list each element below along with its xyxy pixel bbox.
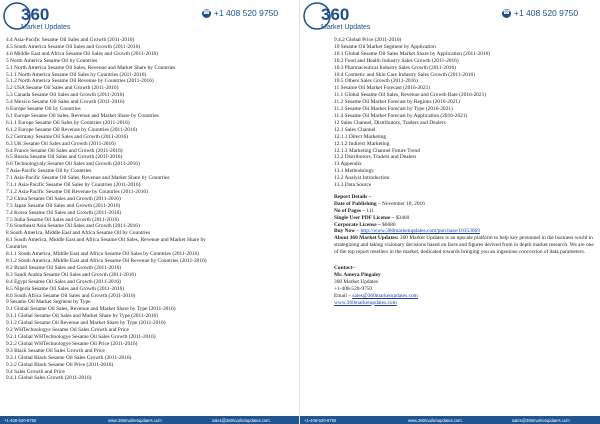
toc-line: 6.6 Technologyaly Sesame Oil Sales and Growth (2011-2016) (6, 161, 140, 168)
toc-line: 11.3 Sesame Oil Market Forecast by Type (2016-2021) (334, 106, 453, 113)
toc-list-left (6, 37, 296, 382)
toc-line: 7.3 Japan Sesame Oil Sales and Growth (2011-2016) (6, 202, 121, 209)
toc-line: 12.2 Distributors, Traders and Dealers (334, 154, 417, 161)
toc-line: 11.1 Global Sesame Oil Sales, Revenue and Growth Rate (2016-2021) (334, 92, 487, 99)
right-content (334, 37, 596, 307)
contact-email-link[interactable]: sales@360marketupdates.com (352, 292, 418, 299)
toc-line: 7 Asia-Pacific Sesame Oil by Countries (6, 168, 92, 175)
contact-title: Contact– (334, 265, 355, 272)
toc-line: 9.2.2 Global WHTechnologye Sesame Oil Price (2011-2016) (6, 340, 138, 347)
toc-line: 9 Sesame Oil Market Segment by Type (6, 299, 91, 306)
toc-line: 6.5 Russia Sesame Oil Sales and Growth (2011-2016) (6, 154, 123, 161)
toc-line: 10.1 Global Sesame Oil Sales Market Share by Application (2011-2016) (334, 50, 491, 57)
footer-phone: +1-408-520-9750 (304, 417, 337, 423)
contact-website-link[interactable]: www.360marketupdates.com (334, 299, 397, 306)
toc-line: 12.1.2 Indirect Marketing (334, 140, 390, 147)
toc-line: 5.1 North America Sesame Oil Sales, Revenue and Market Share by Countries (6, 64, 176, 71)
toc-line: 6.4 France Sesame Oil Sales and Growth (2011-2016) (6, 147, 123, 154)
logo-number: 360 (321, 5, 350, 24)
toc-line: 5.2 USA Sesame Oil Sales and Growth (2011-2016) (6, 85, 119, 92)
buy-now: Buy Now – http://www.360marketupdates.com/purchase/10353669 (334, 228, 480, 235)
toc-line: 13.1 Methodology (334, 168, 374, 175)
toc-line: 5 North America Sesame Oil by Countries (6, 57, 98, 64)
footer-email[interactable]: sales@360marketupdates.com (212, 417, 270, 423)
toc-line: 9.4.2 Global Price (2011-2016) (334, 37, 402, 43)
toc-line: 8.1 South America, Middle East and Africa Sesame Oil Sales, Revenue and Market Share by (6, 237, 206, 244)
contact-name: Mr. Ameya Pingaley (334, 272, 381, 278)
toc-line: 5.1.1 North America Sesame Oil Sales by Countries (2011-2016) (6, 71, 147, 78)
toc-line: 13.2 Analyst Introduction (334, 175, 390, 182)
toc-line: 12.1 Sales Channel (334, 126, 376, 133)
contact-block (334, 265, 596, 306)
toc-line: 4.6 Middle East and Africa Sesame Oil Sales and Growth (2011-2016) (6, 50, 159, 57)
toc-line: 5.1.2 North America Sesame Oil Revenue by Countries (2011-2016) (6, 78, 154, 85)
toc-line: 13.3 Data Source (334, 182, 372, 189)
toc-line: 7.1.1 Asia-Pacific Sesame Oil Sales by Countries (2011-2016) (6, 182, 141, 189)
page-header (300, 0, 600, 33)
footer-website[interactable]: www.360marketupdates.com (408, 417, 462, 423)
toc-line: 5.4 Mexico Sesame Oil Sales and Growth (2011-2016) (6, 99, 125, 106)
contact-company: 360 Market Updates (334, 278, 379, 285)
toc-line: 10 Sesame Oil Market Segment by Application (334, 43, 436, 50)
toc-line: 7.4 Korea Sesame Oil Sales and Growth (2011-2016) (6, 209, 122, 216)
about-paragraph: About 360 Market Updates: 360 Market Updates is an upscale platform to help key personnel in the business world in strategizing and taking visionary decisions based on facts and figures derived from in depth market research. We are one of the top report resellers in the market, dedicated towards bringing you an ingenious concoction of data parameters. (334, 235, 594, 256)
toc-line: 9.4 Sales Growth and Price (6, 368, 65, 375)
toc-line: 9.3.2 Global Black Sesame Oil Price (2011-2016) (6, 361, 114, 368)
corporate-license: Corporate License – $6680 (334, 221, 396, 228)
toc-line: 4.5 South America Sesame Oil Sales and Growth (2011-2016) (6, 43, 141, 50)
right-page (300, 0, 600, 424)
toc-line: 8 South America, Middle East and Africa Sesame Oil by Countries (6, 230, 151, 237)
toc-line: 8.1.1 South America, Middle East and Africa Sesame Oil Sales by Countries (2011-2016) (6, 251, 200, 258)
toc-line: 9.4.1 Global Sales Growth (2011-2016) (6, 375, 92, 382)
contact-email: Email – sales@360marketupdates.com (334, 292, 418, 299)
toc-line: 7.2 China Sesame Oil Sales and Growth (2011-2016) (6, 195, 121, 202)
footer-email[interactable]: sales@360marketupdates.com (512, 417, 570, 423)
contact-phone: +1-408-520-9750 (334, 285, 373, 292)
toc-line: 12 Sales Channel, Distributors, Traders and Dealers (334, 119, 446, 126)
toc-line: 4.4 Asia-Pacific Sesame Oil Sales and Growth (2011-2016) (6, 37, 135, 43)
toc-line: 12.1.1 Direct Marketing (334, 133, 387, 140)
toc-line: 11.2 Sesame Oil Market Forecast by Regions (2016-2021) (334, 99, 460, 106)
header-phone-number: +1 408 520 9750 (214, 8, 279, 18)
footer-website[interactable]: www.360marketupdates.com (108, 417, 162, 423)
toc-line: 8.4 Egypt Sesame Oil Sales and Growth (2011-2016) (6, 278, 121, 285)
header-phone-number: +1 408 520 9750 (514, 8, 579, 18)
publish-date: Date of Publishing – November 10, 2016 (334, 200, 425, 207)
toc-line: 9.2.1 Global WHTechnologye Sesame Oil Sales Growth (2011-2016) (6, 333, 156, 340)
toc-line: 10.3 Pharmaceutical Industry Sales Growth (2011-2016) (334, 64, 456, 71)
toc-line: 7.5 India Sesame Oil Sales and Growth (2011-2016) (6, 216, 119, 223)
toc-line: 7.6 Southeast Asia Sesame Oil Sales and Growth (2011-2016) (6, 223, 140, 230)
single-license: Single User PDF License – $3460 (334, 214, 410, 221)
header-phone (202, 8, 278, 18)
toc-list-right (334, 37, 596, 189)
page-footer (0, 416, 300, 424)
footer-phone: +1-408-520-9750 (4, 417, 37, 423)
page-count: No of Pages – 111 (334, 207, 375, 214)
toc-line: 9.1.2 Global Sesame Oil Revenue and Market Share by Type (2011-2016) (6, 320, 166, 327)
toc-line: 8.3 Saudi Arabia Sesame Oil Sales and Growth (2011-2016) (6, 271, 136, 278)
toc-line: 9.1 Global Sesame Oil Sales, Revenue and Market Share by Type (2011-2016) (6, 306, 176, 313)
phone-icon: ☎ (202, 9, 211, 16)
toc-line: 8.5 Nigeria Sesame Oil Sales and Growth (2011-2016) (6, 285, 125, 292)
toc-line: 7.1 Asia-Pacific Sesame Oil Sales, Revenue and Market Share by Countries (6, 175, 170, 182)
toc-line: 13 Appendix (334, 161, 362, 168)
toc-line: 10.2 Food and Health Industry Sales Growth (2011-2016) (334, 57, 459, 64)
toc-line: 9.2 WHTechnologye Sesame Oil Sales Growth and Price (6, 327, 129, 334)
brand-logo (302, 1, 392, 31)
brand-logo (2, 1, 92, 31)
toc-line: 11 Sesame Oil Market Forecast (2016-2021) (334, 85, 431, 92)
toc-line: 6.3 UK Sesame Oil Sales and Growth (2011-2016) (6, 140, 116, 147)
logo-text: Market Updates (21, 24, 71, 31)
report-details (334, 194, 596, 256)
header-phone (502, 8, 578, 18)
phone-icon: ☎ (502, 9, 511, 16)
logo-number: 360 (21, 5, 50, 24)
toc-line: 7.1.2 Asia-Pacific Sesame Oil Revenue by Countries (2011-2016) (6, 188, 148, 195)
toc-line: 8.2 Brazil Sesame Oil Sales and Growth (2011-2016) (6, 264, 122, 271)
toc-line: 6.1.2 Europe Sesame Oil Revenue by Countries (2011-2016) (6, 126, 138, 133)
toc-line: Countries (6, 244, 27, 251)
buy-now-link[interactable]: http://www.360marketupdates.com/purchase/10353669 (360, 228, 480, 235)
toc-line: 5.3 Canada Sesame Oil Sales and Growth (2011-2016) (6, 92, 125, 99)
logo-text: Market Updates (321, 24, 371, 31)
page-footer (300, 416, 600, 424)
toc-line: 9.3.1 Global Black Sesame Oil Sales Growth (2011-2016) (6, 354, 132, 361)
report-details-title: Report Details – (334, 193, 372, 200)
toc-line: 6 Europe Sesame Oil by Countries (6, 106, 81, 113)
toc-line: 9.3 Black Sesame Oil Sales Growth and Price (6, 347, 105, 354)
toc-line: 10.4 Cosmetic and Skin Care Industry Sales Growth (2011-2016) (334, 71, 475, 78)
toc-line: 8.1.2 South America, Middle East and Africa Sesame Oil Revenue by Countries (2011-2016) (6, 258, 207, 264)
toc-line: 8.6 South Africa Sesame Oil Sales and Growth (2011-2016) (6, 292, 136, 299)
page-header (0, 0, 300, 33)
toc-line: 6.2 Germany Sesame Oil Sales and Growth (2011-2016) (6, 133, 128, 140)
toc-line: 6.1.1 Europe Sesame Oil Sales by Countries (2011-2016) (6, 119, 130, 126)
toc-line: 12.1.3 Marketing Channel Future Trend (334, 147, 420, 154)
toc-line: 11.4 Sesame Oil Market Forecast by Application (2016-2021) (334, 112, 468, 119)
toc-line: 6.1 Europe Sesame Oil Sales, Revenue and Market Share by Countries (6, 112, 159, 119)
toc-line: 10.5 Others Sales Growth (2011-2016) (334, 78, 418, 85)
toc-line: 9.1.1 Global Sesame Oil Sales and Market Share by Type (2011-2016) (6, 313, 159, 320)
